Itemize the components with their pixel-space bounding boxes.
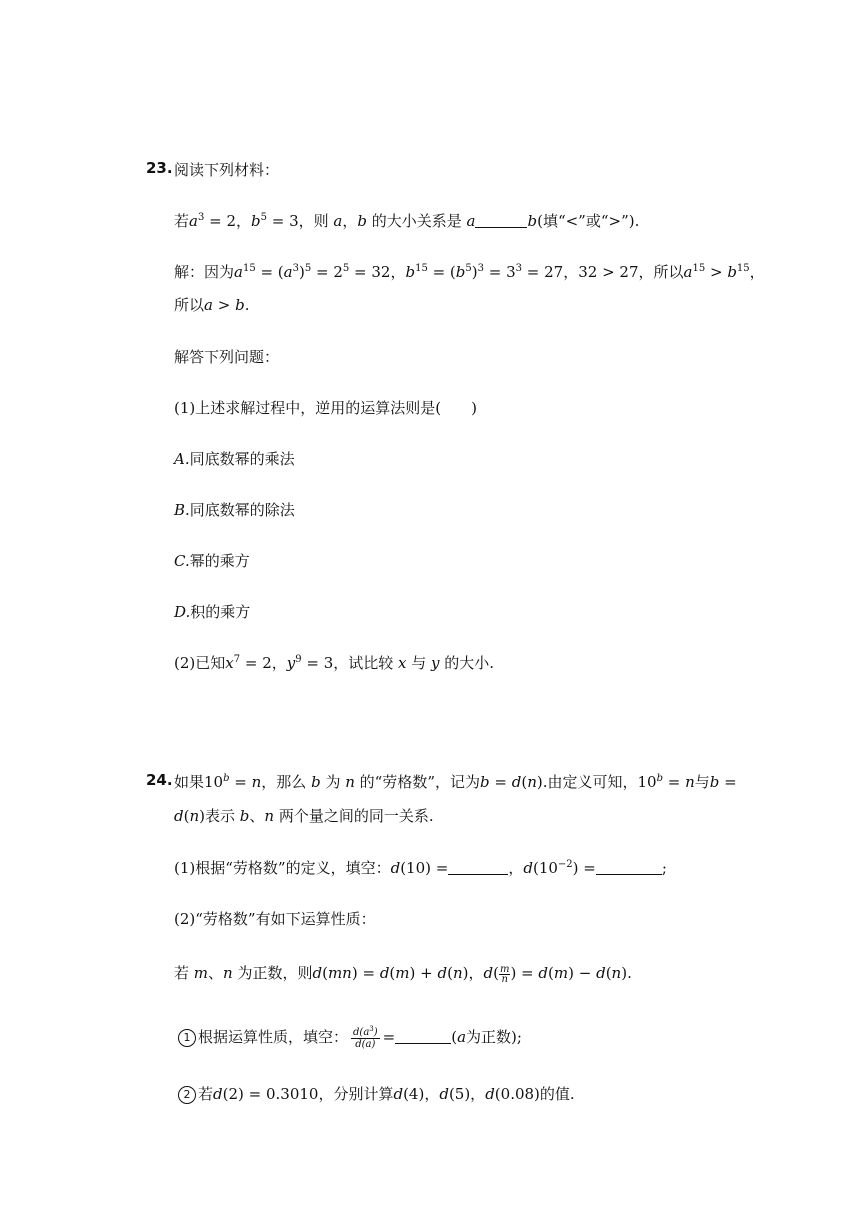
question-23-number: 23. [146, 159, 173, 177]
option-letter: C. [174, 552, 190, 570]
circled-one-icon: 1 [178, 1029, 196, 1047]
q23-solution-line-2: 所以a > b. [174, 296, 250, 314]
q23-option-c[interactable] [174, 550, 794, 572]
circled-two-icon: 2 [178, 1086, 196, 1104]
q24-sub-2: 2 若d(2) = 0.3010，分别计算d(4)，d(5)，d(0.08)的值. [178, 1083, 798, 1105]
option-text: 积的乘方 [190, 603, 251, 621]
q24-line-2: d(n)表示 b、n 两个量之间的同一关系. [174, 807, 434, 825]
q24-blank-2[interactable] [596, 860, 662, 875]
q24-property: 若 m、n 为正数，则d(mn) = d(m) + d(n)，d( $\frac{m}{n}$ ) = d(m) − d(n). [174, 963, 632, 985]
q23-premise: 若$a^3 = 2$，$b^5 = 3$，则 a，b 的大小关系是 a b(填“<”或“>”). [174, 212, 640, 230]
q23-prompt: 解答下列问题： [174, 348, 280, 366]
question-23-title-text: 阅读下列材料： [174, 161, 280, 179]
q23-option-b[interactable] [174, 499, 794, 521]
option-text: 同底数幂的乘法 [189, 450, 295, 468]
q24-sub-1: 1 根据运算性质，填空： $\frac{d(a^3)}{d(a)}$ = (a为正数); [178, 1026, 798, 1050]
q23-option-d[interactable] [174, 601, 794, 623]
option-letter: A. [174, 450, 190, 468]
q23-part-1: (1)上述求解过程中，逆用的运算法则是( ) [174, 399, 477, 417]
q23-answer-blank[interactable] [475, 213, 527, 228]
q23-option-a[interactable] [174, 448, 794, 470]
option-letter: B. [174, 501, 190, 519]
option-letter: D. [174, 603, 191, 621]
fraction: $\frac{d(a^3)}{d(a)}$ [353, 1024, 378, 1050]
q23-solution-line-1: 解：因为$a^{15} = (a^3)^5 = 2^5 = 32$，$b^{15} = (b^5)^3 = 3^3 = 27$，32 > 27，所以$a^{15} > b^{15}$， [174, 263, 765, 281]
question-23-title [146, 159, 766, 181]
q24-part-1: (1)根据“劳格数”的定义，填空：d(10) = ，$d(10^{-2})$ = ; [174, 859, 667, 877]
option-text: 幂的乘方 [189, 552, 250, 570]
q24-line-1: 如果$10^b = n$，那么 b 为 n 的“劳格数”，记为b = d(n).由定义可知，$10^b = n$与b = [174, 773, 737, 791]
q24-part-2: (2)“劳格数”有如下运算性质： [174, 910, 376, 928]
q24-blank-1[interactable] [448, 860, 508, 875]
question-24-number: 24. [146, 771, 173, 789]
q23-part-2: (2)已知$x^7 = 2$，$y^9 = 3$，试比较 x 与 y 的大小. [174, 654, 495, 672]
q24-blank-3[interactable] [395, 1029, 451, 1044]
option-text: 同底数幂的除法 [189, 501, 295, 519]
